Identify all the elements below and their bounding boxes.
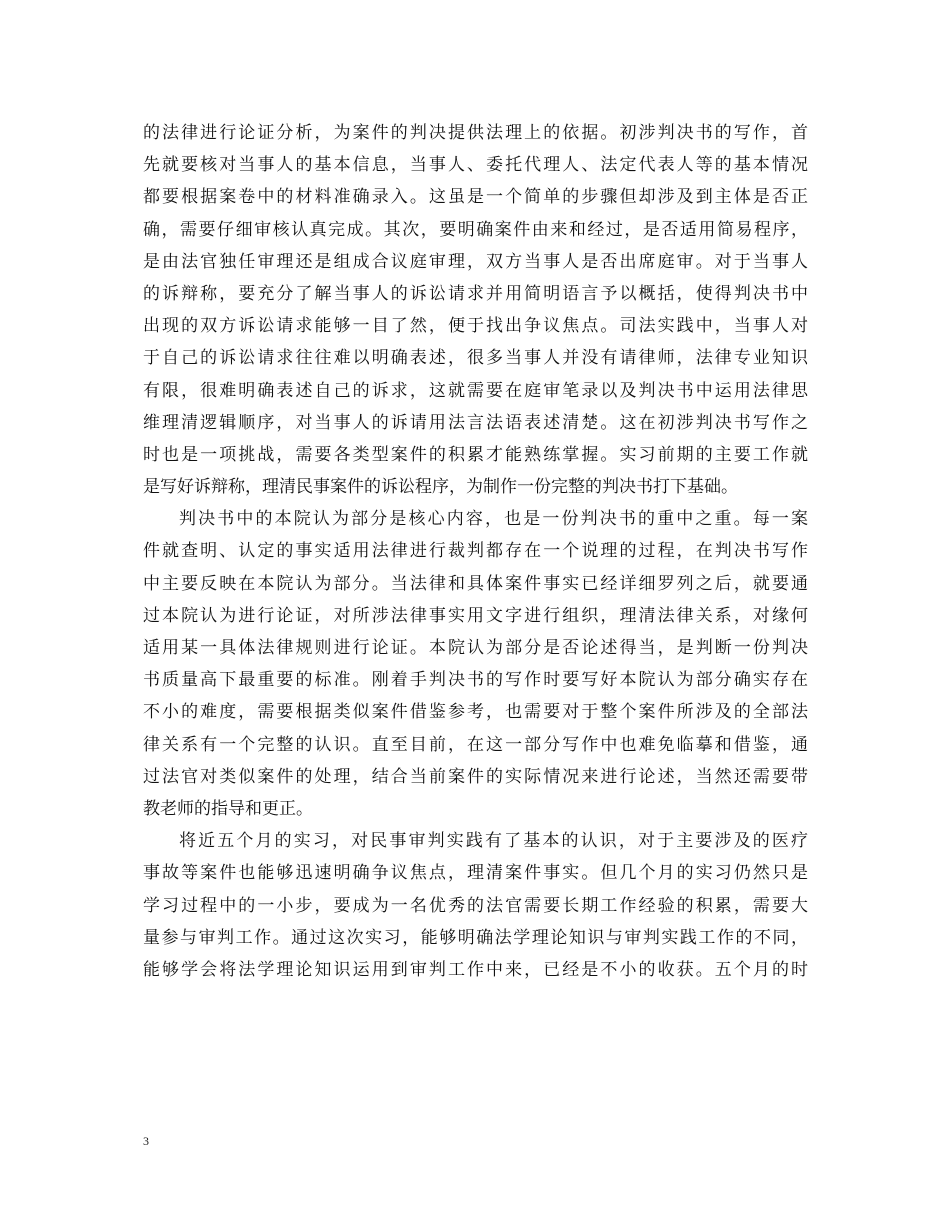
text-line: 时也是一项挑战，需要各类型案件的积累才能熟练掌握。实习前期的主要工作就 [143,444,808,465]
text-line: 出现的双方诉讼请求能够一目了然，便于找出争议焦点。司法实践中，当事人对 [143,316,808,337]
text-line: 有限，很难明确表述自己的诉求，这就需要在庭审笔录以及判决书中运用法律思 [143,380,808,401]
text-line: 过法官对类似案件的处理，结合当前案件的实际情况来进行论述，当然还需要带 [143,766,808,787]
text-line: 都要根据案卷中的材料准确录入。这虽是一个简单的步骤但却涉及到主体是否正 [143,187,808,208]
text-line: 学习过程中的一小步，要成为一名优秀的法官需要长期工作经验的积累，需要大 [143,895,808,916]
text-line: 的诉辩称，要充分了解当事人的诉讼请求并用简明语言予以概括，使得判决书中 [143,283,808,304]
text-line: 不小的难度，需要根据类似案件借鉴参考，也需要对于整个案件所涉及的全部法 [143,702,808,723]
text-line: 适用某一具体法律规则进行论证。本院认为部分是否论述得当，是判断一份判决 [143,638,808,658]
text-line: 律关系有一个完整的认识。直至目前，在这一部分写作中也难免临摹和借鉴，通 [143,734,808,755]
text-line: 确，需要仔细审核认真完成。其次，要明确案件由来和经过，是否适用简易程序， [143,219,808,240]
text-line: 先就要核对当事人的基本信息，当事人、委托代理人、法定代表人等的基本情况 [143,155,808,176]
paragraph-2 [143,503,808,825]
text-line: 事故等案件也能够迅速明确争议焦点，理清案件事实。但几个月的实习仍然只是 [143,863,808,884]
text-line: 是写好诉辩称，理清民事案件的诉讼程序，为制作一份完整的判决书打下基础。 [143,477,738,498]
document-body [143,117,808,986]
text-line: 能够学会将法学理论知识运用到审判工作中来，已经是不小的收获。五个月的时 [143,959,808,980]
paragraph-1 [143,117,808,503]
text-line: 教老师的指导和更正。 [143,798,313,819]
text-line: 过本院认为进行论证，对所涉法律事实用文字进行组织，理清法律关系，对缘何 [143,605,808,626]
text-line: 判决书中的本院认为部分是核心内容，也是一份判决书的重中之重。每一案 [179,509,808,530]
text-line: 的法律进行论证分析，为案件的判决提供法理上的依据。初涉判决书的写作，首 [143,123,808,143]
text-line: 书质量高下最重要的标准。刚着手判决书的写作时要写好本院认为部分确实存在 [143,670,808,691]
text-line: 是由法官独任审理还是组成合议庭审理，双方当事人是否出席庭审。对于当事人 [143,251,808,272]
page-number: 3 [143,1134,149,1148]
text-line: 量参与审判工作。通过这次实习，能够明确法学理论知识与审判实践工作的不同， [143,927,808,948]
paragraph-3 [143,825,808,986]
text-line: 将近五个月的实习，对民事审判实践有了基本的认识，对于主要涉及的医疗 [179,831,808,852]
text-line: 于自己的诉讼请求往往难以明确表述，很多当事人并没有请律师，法律专业知识 [143,348,808,369]
text-line: 件就查明、认定的事实适用法律进行裁判都存在一个说理的过程，在判决书写作 [143,541,808,562]
text-line: 中主要反映在本院认为部分。当法律和具体案件事实已经详细罗列之后，就要通 [143,573,808,594]
text-line: 维理清逻辑顺序，对当事人的诉请用法言法语表述清楚。这在初涉判决书写作之 [143,412,808,433]
